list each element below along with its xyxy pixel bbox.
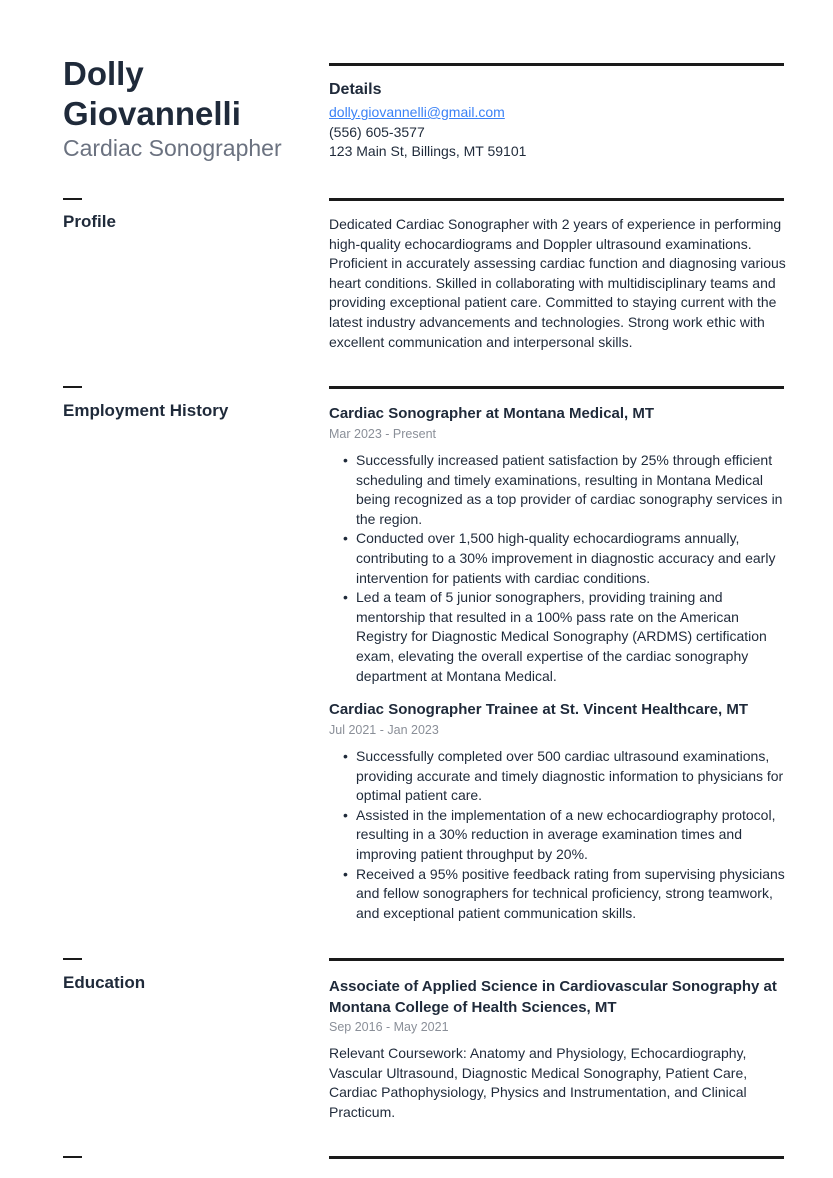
address: 123 Main St, Billings, MT 59101	[329, 143, 527, 160]
job-dates-1: Mar 2023 - Present	[329, 427, 436, 441]
profile-line: latest industry advancements and technologies. Strong work ethic with	[329, 313, 765, 330]
list-item: • Successfully completed over 500 cardiac ultrasound examinations, providing accurate and timely diagnostic information to physicians for optimal patient care.	[343, 747, 785, 806]
email-link[interactable]: dolly.giovannelli@gmail.com	[329, 104, 505, 120]
profile-line: high-quality echocardiograms and Doppler ultrasound examinations.	[329, 235, 752, 252]
education-divider	[329, 958, 784, 961]
education-heading: Education	[63, 973, 146, 992]
employment-divider	[329, 386, 784, 389]
profile-line: Dedicated Cardiac Sonographer with 2 years of experience in performing	[329, 216, 782, 232]
employment-dash	[63, 386, 82, 388]
job-title-2: Cardiac Sonographer Trainee at St. Vincent Healthcare, MT	[329, 701, 749, 718]
profile-line: Proficient in accurately assessing cardiac function and diagnosing various	[329, 255, 786, 272]
profile-line: excellent communication and interpersonal skills.	[329, 333, 633, 350]
profile-divider	[329, 198, 784, 201]
candidate-name	[63, 54, 303, 134]
profile-line: providing exceptional patient care. Committed to staying current with the	[329, 294, 777, 311]
job-bullets-2	[343, 747, 785, 923]
details-divider	[329, 63, 784, 66]
details-block	[329, 103, 526, 162]
profile-summary	[329, 215, 789, 352]
list-item: • Received a 95% positive feedback rating from supervising physicians and fellow sonographers for technical proficiency, strong teamwork, and exceptional patient communication skills.	[343, 865, 785, 924]
education-dates: Sep 2016 - May 2021	[329, 1020, 449, 1034]
profile-dash	[63, 198, 82, 200]
details-heading: Details	[329, 81, 382, 98]
job-bullets-1	[343, 451, 785, 686]
degree-title: Associate of Applied Science in Cardiovascular Sonography at Montana College of Health Sciences, MT	[329, 978, 777, 1016]
name-last: Giovannelli	[63, 95, 241, 132]
list-item: • Led a team of 5 junior sonographers, providing training and mentorship that resulted in a 100% pass rate on the American Registry for Diagnostic Medical Sonography (ARDMS) certification exam, elevating the overall expertise of the cardiac sonography department at Montana Medical.	[343, 588, 785, 686]
profile-line: heart conditions. Skilled in collaborating with multidisciplinary teams and	[329, 274, 776, 291]
phone-number: (556) 605-3577	[329, 123, 425, 140]
education-dash	[63, 958, 82, 960]
profile-heading: Profile	[63, 212, 116, 231]
job-title: Cardiac Sonographer	[63, 135, 282, 161]
job-title-1: Cardiac Sonographer at Montana Medical, MT	[329, 405, 655, 422]
list-item: • Successfully increased patient satisfaction by 25% through efficient scheduling and timely examinations, resulting in Montana Medical being recognized as a top provider of cardiac sonography services in the region.	[343, 451, 785, 529]
list-item: • Assisted in the implementation of a new echocardiography protocol, resulting in a 30% reduction in average examination times and improving patient throughput by 20%.	[343, 806, 785, 865]
next-section-divider	[329, 1156, 784, 1159]
employment-heading: Employment History	[63, 401, 229, 420]
job-dates-2: Jul 2021 - Jan 2023	[329, 723, 439, 737]
list-item: • Conducted over 1,500 high-quality echocardiograms annually, contributing to a 30% improvement in diagnostic accuracy and early intervention for patients with cardiac conditions.	[343, 529, 785, 588]
name-first: Dolly	[63, 55, 144, 92]
education-coursework: Relevant Coursework: Anatomy and Physiology, Echocardiography, Vascular Ultrasound, Diagnostic Medical Sonography, Patient Care, Cardiac Pathophysiology, Physics and Instrumentation, and Clinical Practicum.	[329, 1045, 748, 1120]
next-section-dash	[63, 1156, 82, 1158]
